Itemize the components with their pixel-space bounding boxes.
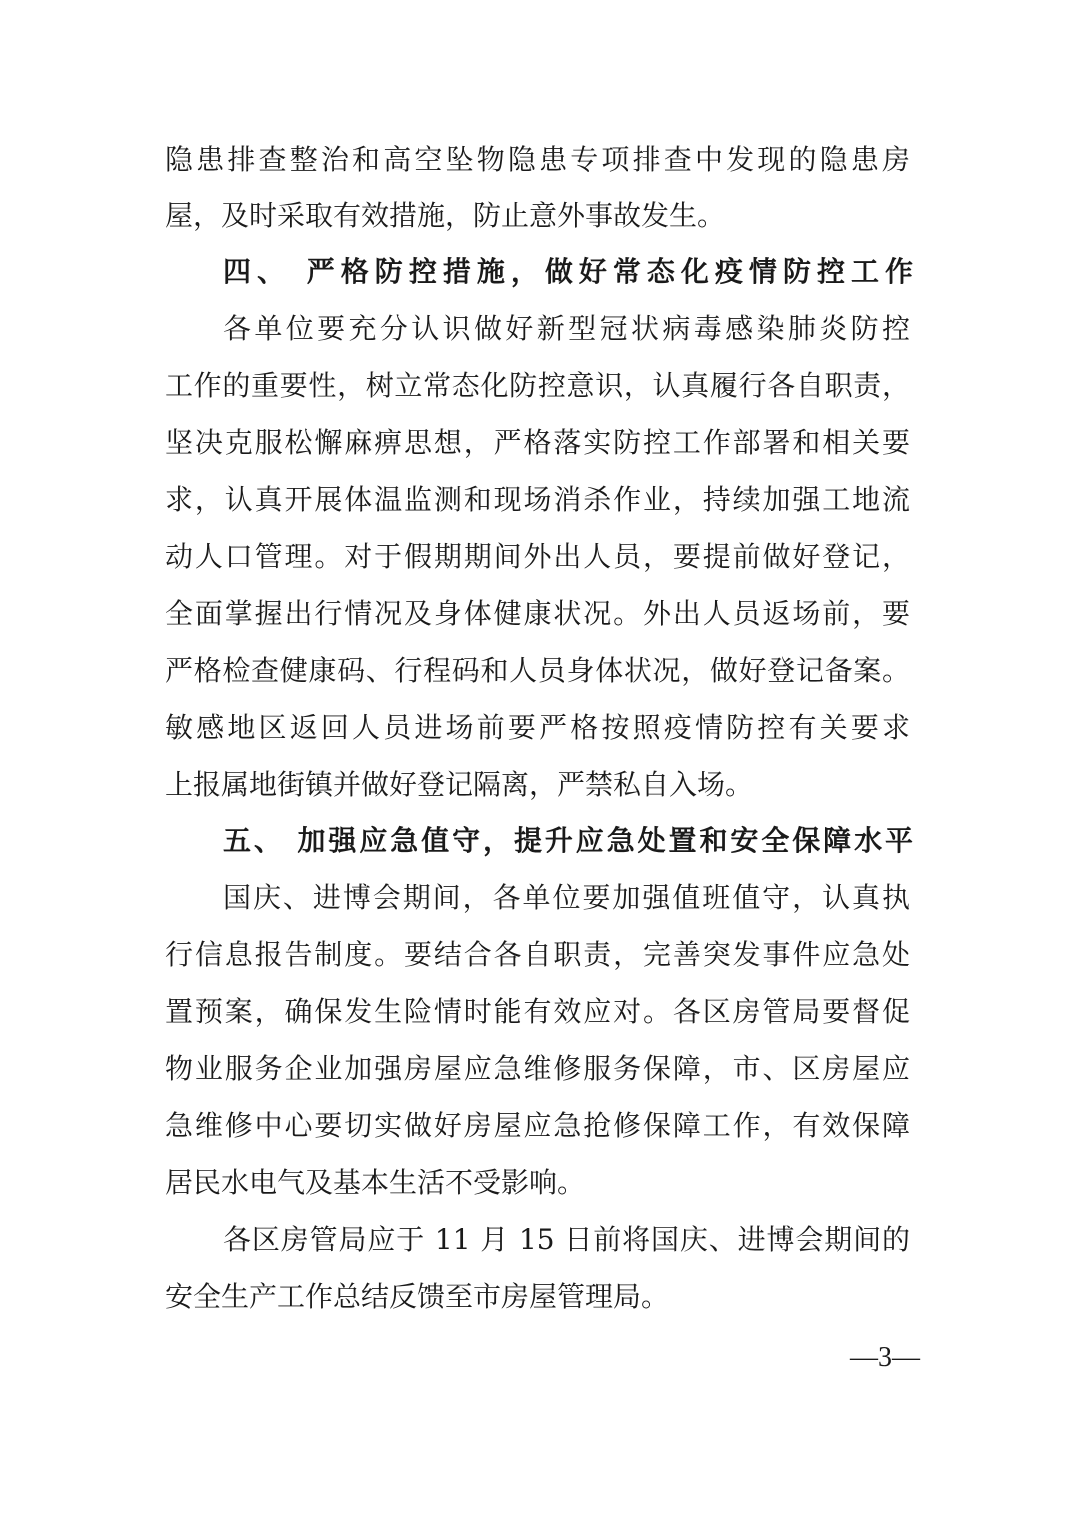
paragraph-line: 各区房管局应于 11 月 15 日前将国庆、进博会期间的 [223,1223,910,1256]
paragraph-line: 工作的重要性，树立常态化防控意识，认真履行各自职责， [165,369,910,402]
section-heading-4: 四、 严格防控措施，做好常态化疫情防控工作 [223,255,913,288]
paragraph-line: 严格检查健康码、行程码和人员身体状况，做好登记备案。 [165,654,910,687]
paragraph-line: 居民水电气及基本生活不受影响。 [165,1166,586,1199]
paragraph-line: 隐患排查整治和高空坠物隐患专项排查中发现的隐患房 [165,143,910,176]
paragraph-line: 动人口管理。对于假期期间外出人员，要提前做好登记， [165,540,910,573]
paragraph-line: 安全生产工作总结反馈至市房屋管理局。 [165,1280,670,1313]
section-heading-5: 五、 加强应急值守，提升应急处置和安全保障水平 [223,824,913,857]
paragraph-line: 各单位要充分认识做好新型冠状病毒感染肺炎防控 [223,312,910,345]
paragraph-line: 屋，及时采取有效措施，防止意外事故发生。 [165,199,726,232]
paragraph-line: 国庆、进博会期间，各单位要加强值班值守，认真执 [223,881,910,914]
page-number: —3— [850,1342,920,1373]
paragraph-line: 敏感地区返回人员进场前要严格按照疫情防控有关要求 [165,711,910,744]
paragraph-line: 物业服务企业加强房屋应急维修服务保障，市、区房屋应 [165,1052,910,1085]
paragraph-line: 上报属地街镇并做好登记隔离，严禁私自入场。 [165,768,754,801]
paragraph-line: 急维修中心要切实做好房屋应急抢修保障工作，有效保障 [165,1109,910,1142]
paragraph-line: 求，认真开展体温监测和现场消杀作业，持续加强工地流 [165,483,910,516]
paragraph-line: 行信息报告制度。要结合各自职责，完善突发事件应急处 [165,938,910,971]
paragraph-line: 全面掌握出行情况及身体健康状况。外出人员返场前，要 [165,597,910,630]
paragraph-line: 坚决克服松懈麻痹思想，严格落实防控工作部署和相关要 [165,426,910,459]
paragraph-line: 置预案，确保发生险情时能有效应对。各区房管局要督促 [165,995,910,1028]
